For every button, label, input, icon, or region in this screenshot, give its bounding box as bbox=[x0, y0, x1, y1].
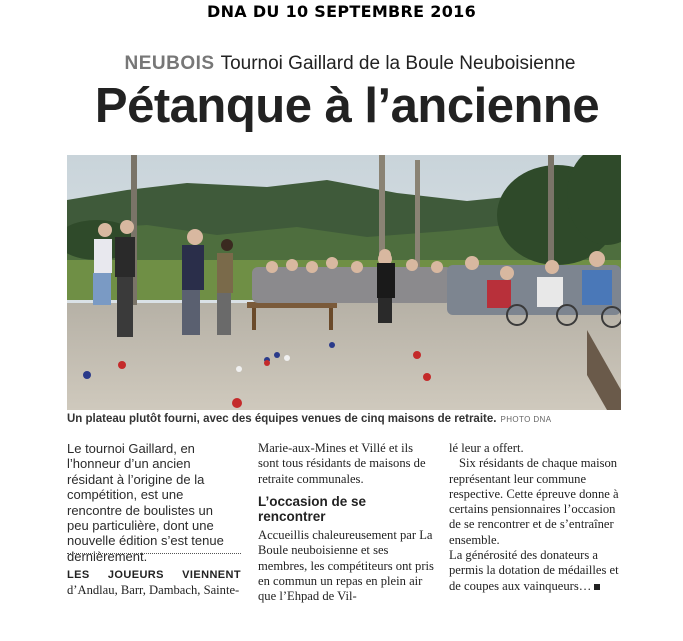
article-lead-paragraph: Le tournoi Gaillard, en l’honneur d’un ancien résidant à l’origine de la compétition, est une rencontre de boulistes un peu particulière, dont une nouvelle édition s’est tenue dernièrement. bbox=[67, 441, 224, 564]
article-subheading: L’occasion de se rencontrer bbox=[258, 494, 367, 524]
photo-caption bbox=[67, 413, 627, 425]
paragraph-lead-in: LES JOUEURS VIENNENT bbox=[67, 569, 241, 581]
column-3-paragraph-3-text: La générosité des donateurs a permis la dotation de médailles et de coupes aux vainqueurs… bbox=[449, 548, 619, 593]
photo-credit: PHOTO DNA bbox=[500, 415, 552, 424]
newspaper-date-line: DNA DU 10 SEPTEMBRE 2016 bbox=[207, 2, 476, 21]
article-column-2-top: Marie-aux-Mines et Villé et ils sont tous résidants de maisons de retraite communales. bbox=[258, 441, 426, 486]
column-3-paragraph-1: lé leur a offert. bbox=[449, 441, 524, 455]
column-1-text: d’Andlau, Barr, Dambach, Sainte- bbox=[67, 583, 240, 598]
article-column-1-body bbox=[67, 567, 241, 599]
article-column-3 bbox=[449, 441, 624, 594]
column-3-paragraph-2: Six résidants de chaque maison représentant leur commune respective. Cette épreuve donne à certains pensionnaires l’occasion de se rencontrer et de s’entraîner ensemble. bbox=[449, 456, 619, 547]
article-kicker bbox=[70, 53, 630, 75]
petanque-scene-illustration bbox=[67, 155, 621, 410]
article-column-2-body: Accueillis chaleureusement par La Boule neuboisienne et ses membres, les compétiteurs ont pris en commun un repas en plein air que l’Ehpad de Vil- bbox=[258, 528, 434, 604]
column-3-paragraph-3 bbox=[449, 548, 624, 594]
article-end-mark bbox=[594, 584, 600, 590]
article-headline: Pétanque à l’ancienne bbox=[94, 79, 600, 133]
article-photo bbox=[67, 155, 621, 410]
photo-caption-text: Un plateau plutôt fourni, avec des équipes venues de cinq maisons de retraite. bbox=[67, 413, 497, 425]
article-location: NEUBOIS bbox=[124, 53, 215, 74]
article-kicker-text: Tournoi Gaillard de la Boule Neuboisienne bbox=[220, 53, 576, 74]
lead-divider bbox=[67, 553, 241, 554]
